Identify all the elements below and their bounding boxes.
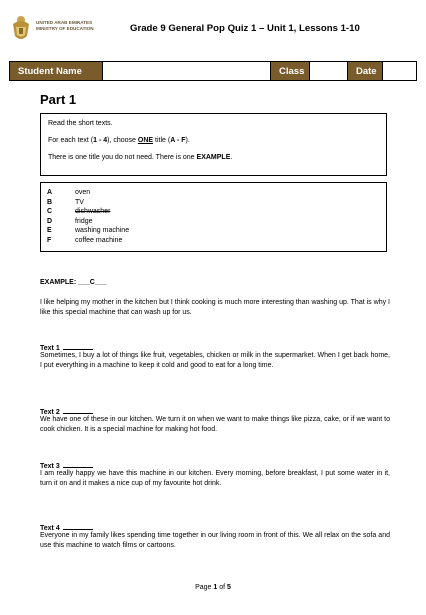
option-a: A oven [47, 189, 91, 196]
ministry-line-2: MINISTRY OF EDUCATION [36, 26, 94, 31]
text-2-body: We have one of these in our kitchen. We turn it on when we want to make things like pizza, cake, or if we want to cook chicken. It is a special machine for making hot food. [40, 416, 390, 433]
text-3-heading: Text 3 [40, 461, 93, 470]
text-4-body: Everyone in my family likes spending time together in our living room in front of this. We all relax on the sofa and use this machine to watch films or cartoons. [40, 532, 390, 549]
instruction-line-3: There is one title you do not need. There is one EXAMPLE. [48, 154, 233, 161]
instructions-box [40, 113, 387, 176]
date-field[interactable] [382, 62, 416, 80]
ministry-name [36, 20, 94, 32]
example-label: EXAMPLE: ___C___ [40, 279, 107, 286]
instruction-line-1: Read the short texts. [48, 120, 113, 127]
class-label: Class [271, 62, 309, 80]
option-e: E washing machine [47, 227, 130, 235]
option-c: C dishwasher [47, 208, 111, 216]
student-name-label: Student Name [10, 62, 102, 80]
text-2-heading: Text 2 [40, 407, 93, 416]
page-number: Page 1 of 5 [195, 584, 231, 591]
text-1-body: Sometimes, I buy a lot of things like fruit, vegetables, chicken or milk in the supermarket. When I get back home, I put everything in a machine to keep it cold and good to eat for a long time. [40, 352, 390, 369]
class-field[interactable] [309, 62, 348, 80]
text-3-answer-blank[interactable] [63, 461, 93, 468]
date-label: Date [348, 62, 382, 80]
text-3-body: I am really happy we have this machine in our kitchen. Every morning, before breakfast, I put some water in it, turn it on and it makes a nice cup of my favourite hot drink. [40, 470, 390, 487]
text-4-heading: Text 4 [40, 523, 93, 532]
text-2-answer-blank[interactable] [63, 407, 93, 414]
option-b: B TV [47, 198, 84, 206]
text-1-answer-blank[interactable] [63, 343, 93, 350]
option-f: F coffee machine [47, 236, 123, 244]
text-4-answer-blank[interactable] [63, 523, 93, 530]
ministry-line-1: UNITED ARAB EMIRATES [36, 20, 93, 25]
example-text: I like helping my mother in the kitchen but I think cooking is much more interesting than washing up. That is why I like this special machine that can wash up for us. [40, 299, 390, 316]
uae-emblem-logo [10, 14, 32, 44]
document-title: Grade 9 General Pop Quiz 1 – Unit 1, Lessons 1-10 [130, 23, 360, 34]
text-1-heading: Text 1 [40, 343, 93, 352]
options-box [40, 182, 387, 252]
student-info-bar [9, 61, 417, 81]
instruction-line-2: For each text (1 - 4), choose ONE title (A - F). [48, 137, 190, 144]
part-title: Part 1 [40, 92, 77, 107]
option-d: D fridge [47, 217, 93, 225]
student-name-field[interactable] [102, 62, 271, 80]
